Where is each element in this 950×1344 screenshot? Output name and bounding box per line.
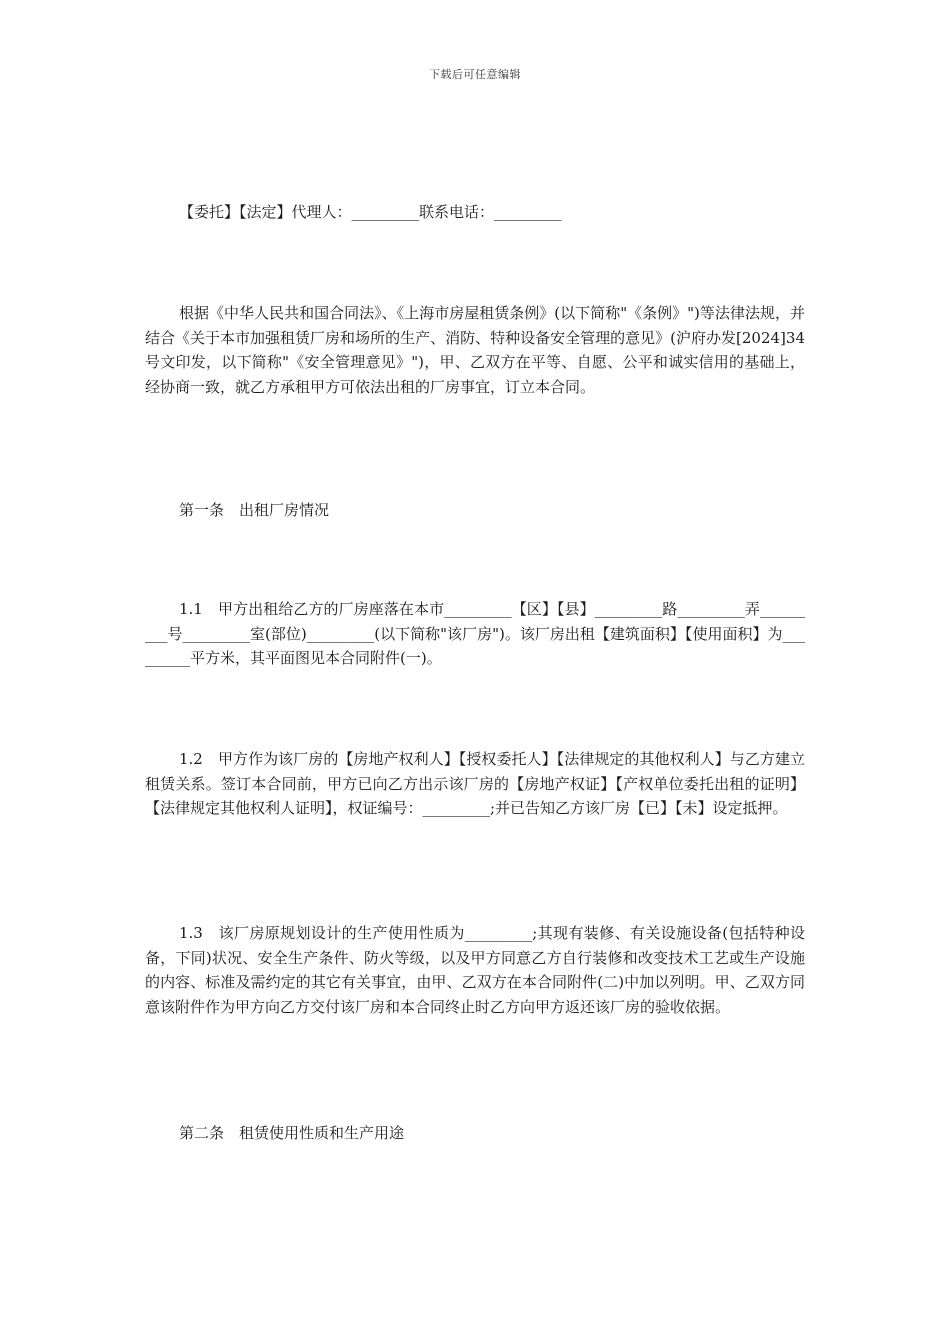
clause-1-3: 1.3 该厂房原规划设计的生产使用性质为_________;其现有装修、有关设施设备(包括特种设备，下同)状况、安全生产条件、防火等级，以及甲方同意乙方自行装修和改变技术工艺或生产设施的内容、标准及需约定的其它有关事宜，由甲、乙双方在本合同附件(二)中加以列明。甲、乙双方同意该附件作为甲方向乙方交付该厂房和本合同终止时乙方向甲方返还该厂房的验收依据。 — [145, 924, 805, 1016]
article-1-title: 第一条 出租厂房情况 — [179, 501, 330, 519]
clause-1-2: 1.2 甲方作为该厂房的【房地产权利人】【授权委托人】【法律规定的其他权利人】与乙方建立租赁关系。签订本合同前，甲方已向乙方出示该厂房的【房地产权证】【产权单位委托出租的证明】【法律规定其他权利人证明】，权证编号：_________;并已告知乙方该厂房【已】【未】设定抵押。 — [145, 750, 805, 817]
clause-1-1: 1.1 甲方出租给乙方的厂房座落在本市_________【区】【县】_________路_________弄_________号_________室(部位)_________(以下简称"该厂房")。该厂房出租【建筑面积】【使用面积】为_________平方米，其平面图见本合同附件(一)。 — [145, 600, 805, 667]
preamble-paragraph: 根据《中华人民共和国合同法》、《上海市房屋租赁条例》(以下简称"《条例》")等法律法规，并结合《关于本市加强租赁厂房和场所的生产、消防、特种设备安全管理的意见》(沪府办发[2024]34号文印发，以下简称"《安全管理意见》")，甲、乙双方在平等、自愿、公平和诚实信用的基础上，经协商一致，就乙方承租甲方可依法出租的厂房事宜，订立本合同。 — [145, 304, 805, 396]
agent-line: 【委托】【法定】代理人：_________联系电话：_________ — [179, 203, 562, 221]
page-header-note: 下载后可任意编辑 — [429, 68, 521, 81]
article-2-title: 第二条 租赁使用性质和生产用途 — [179, 1124, 405, 1142]
